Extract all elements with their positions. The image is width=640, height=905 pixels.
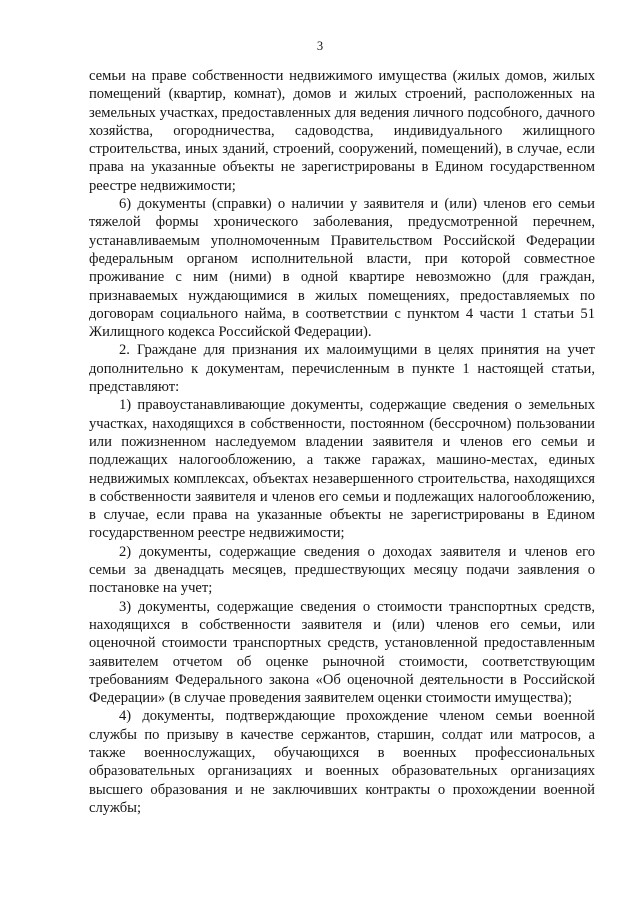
paragraph-item-6: 6) документы (справки) о наличии у заявителя и (или) членов его семьи тяжелой формы хронического заболевания, предусмотренной перечнем, устанавливаемым уполномоченным Правительством Российской Федерации федеральным органом исполнительной власти, при которой совместное проживание с ним (ними) в одной квартире невозможно (для граждан, признаваемых нуждающимися в жилых помещениях, предоставляемых по договорам социального найма, в соответствии с пунктом 4 части 1 статьи 51 Жилищного кодекса Российской Федерации). (89, 196, 595, 341)
paragraph-subitem-4: 4) документы, подтверждающие прохождение членом семьи военной службы по призыву в качестве сержантов, старшин, солдат или матросов, а также военнослужащих, обучающихся в военных профессиональных образовательных организациях и военных образовательных организациях высшего образования и не заключивших контракты о прохождении военной службы; (89, 708, 595, 816)
paragraph-continuation: семьи на праве собственности недвижимого имущества (жилых домов, жилых помещений (квартир, комнат), домов и жилых строений, расположенных на земельных участках, предоставленных для ведения личного подсобного, дачного хозяйства, огородничества, садоводства, индивидуального жилищного строительства, иных зданий, строений, сооружений, помещений), в случае, если права на указанные объекты не зарегистрированы в Едином государственном реестре недвижимости; (89, 68, 595, 194)
document-body (89, 67, 595, 817)
paragraph-subitem-1: 1) правоустанавливающие документы, содержащие сведения о земельных участках, находящихся в собственности, постоянном (бессрочном) пользовании или пожизненном наследуемом владении заявителя и членов его семьи и подлежащих налогообложению, а также гаражах, машино-местах, единых недвижимых комплексах, объектах незавершенного строительства, находящихся в собственности заявителя и членов его семьи и подлежащих налогообложению, в случае, если права на указанные объекты не зарегистрированы в Едином государственном реестре недвижимости; (89, 397, 595, 542)
paragraph-section-2: 2. Граждане для признания их малоимущими в целях принятия на учет дополнительно к документам, перечисленным в пункте 1 настоящей статьи, представляют: (89, 342, 595, 396)
page-number: 3 (316, 39, 324, 53)
paragraph-subitem-3: 3) документы, содержащие сведения о стоимости транспортных средств, находящихся в собственности заявителя и (или) членов его семьи, или оценочной стоимости транспортных средств, установленной предоставленным заявителем отчетом об оценке рыночной стоимости, соответствующим требованиям Федерального закона «Об оценочной деятельности в Российской Федерации» (в случае проведения заявителем оценки стоимости имущества); (89, 598, 595, 707)
paragraph-subitem-2: 2) документы, содержащие сведения о доходах заявителя и членов его семьи за двенадцать месяцев, предшествующих месяцу подачи заявления о постановке на учет; (89, 543, 595, 597)
